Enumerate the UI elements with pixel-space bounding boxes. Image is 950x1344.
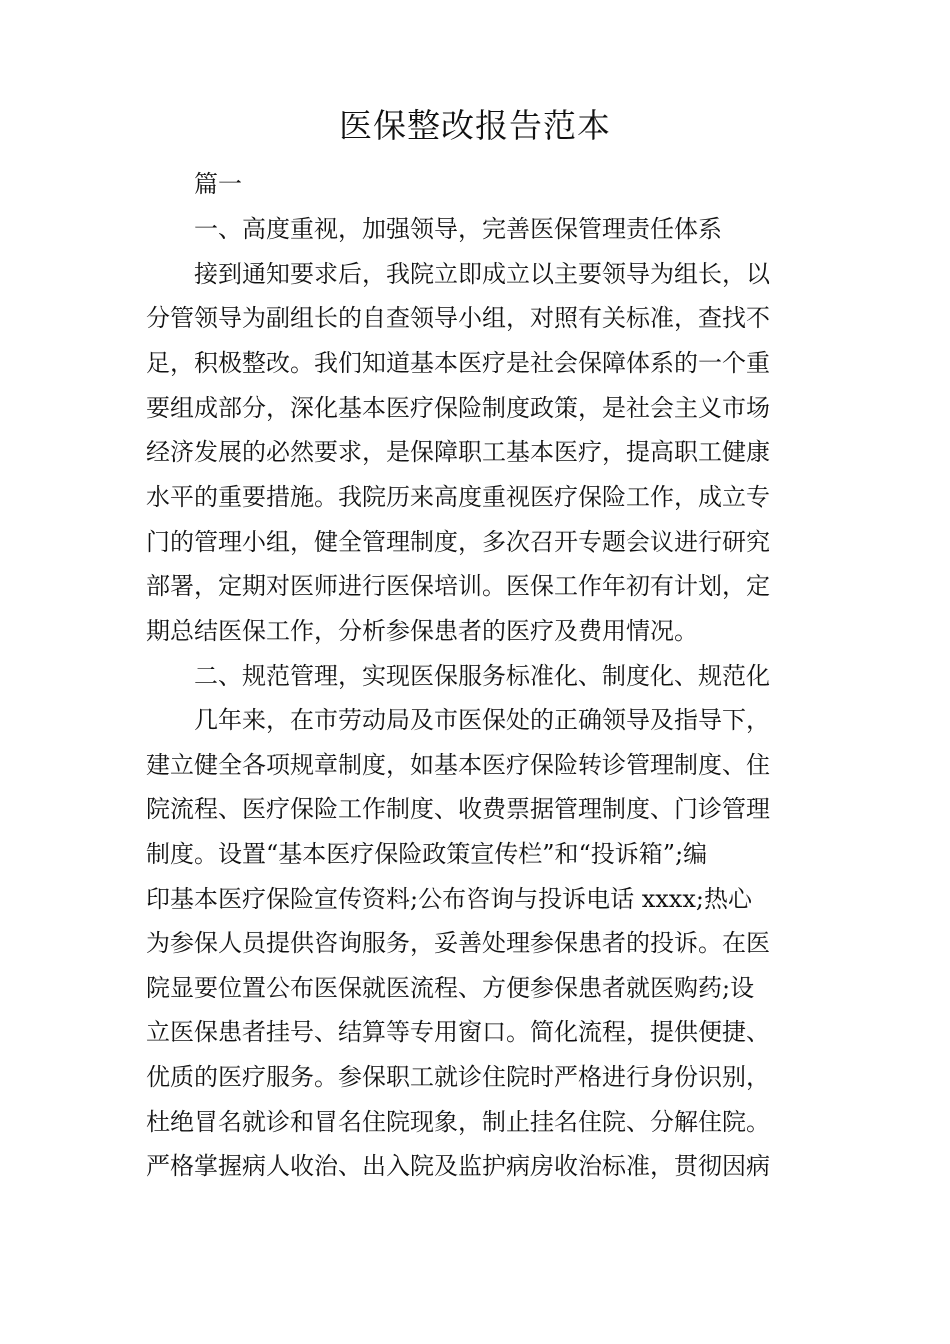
- paragraph-line: 期总结医保工作，分析参保患者的医疗及费用情况。: [146, 617, 698, 645]
- paragraph-line: 门的管理小组，健全管理制度，多次召开专题会议进行研究: [146, 528, 770, 556]
- paragraph-line: 接到通知要求后，我院立即成立以主要领导为组长，以: [194, 260, 770, 288]
- paragraph-line: 水平的重要措施。我院历来高度重视医疗保险工作，成立专: [146, 483, 770, 511]
- paragraph-line: 杜绝冒名就诊和冒名住院现象，制止挂名住院、分解住院。: [146, 1108, 770, 1136]
- paragraph-line: 院流程、医疗保险工作制度、收费票据管理制度、门诊管理: [146, 795, 770, 823]
- paragraph-line: 分管领导为副组长的自查领导小组，对照有关标准，查找不: [146, 304, 770, 332]
- section-heading-1: 一、高度重视，加强领导，完善医保管理责任体系: [194, 215, 722, 243]
- paragraph-line: 立医保患者挂号、结算等专用窗口。简化流程，提供便捷、: [146, 1018, 770, 1046]
- paragraph-line: 印基本医疗保险宣传资料;公布咨询与投诉电话 xxxx;热心: [146, 885, 752, 913]
- paragraph-line: 制度。设置“基本医疗保险政策宣传栏”和“投诉箱”;编: [146, 840, 708, 868]
- document-title: 医保整改报告范本: [339, 106, 611, 145]
- section-heading-2: 二、规范管理，实现医保服务标准化、制度化、规范化: [194, 662, 770, 690]
- paragraph-line: 严格掌握病人收治、出入院及监护病房收治标准，贯彻因病: [146, 1152, 770, 1180]
- paragraph-line: 几年来，在市劳动局及市医保处的正确领导及指导下，: [194, 706, 770, 734]
- paragraph-line: 为参保人员提供咨询服务，妥善处理参保患者的投诉。在医: [146, 929, 770, 957]
- section-label: 篇一: [194, 170, 242, 198]
- paragraph-line: 要组成部分，深化基本医疗保险制度政策，是社会主义市场: [146, 394, 770, 422]
- paragraph-line: 部署，定期对医师进行医保培训。医保工作年初有计划，定: [146, 572, 770, 600]
- paragraph-line: 院显要位置公布医保就医流程、方便参保患者就医购药;设: [146, 974, 755, 1002]
- paragraph-line: 优质的医疗服务。参保职工就诊住院时严格进行身份识别，: [146, 1063, 770, 1091]
- paragraph-line: 足，积极整改。我们知道基本医疗是社会保障体系的一个重: [146, 349, 770, 377]
- paragraph-line: 建立健全各项规章制度，如基本医疗保险转诊管理制度、住: [146, 751, 770, 779]
- paragraph-line: 经济发展的必然要求，是保障职工基本医疗，提高职工健康: [146, 438, 770, 466]
